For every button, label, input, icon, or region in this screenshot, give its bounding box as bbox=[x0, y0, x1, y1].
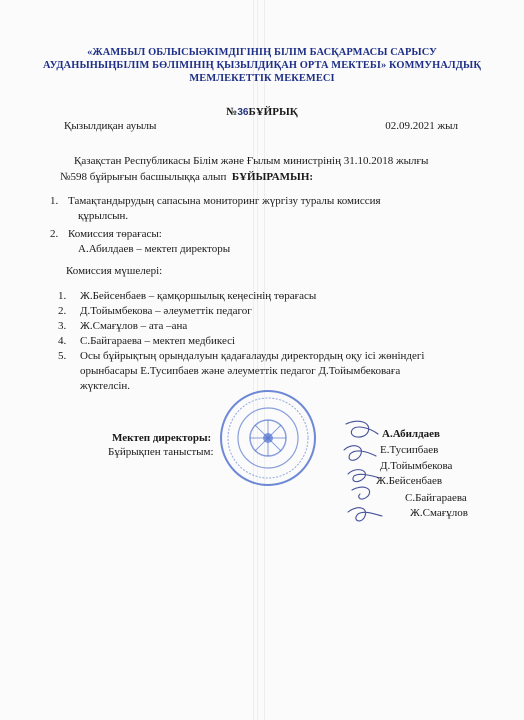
acquainted-label: Бұйрықпен таныстым: bbox=[108, 446, 214, 458]
item-text: Тамақтандырудың сапасына мониторинг жүргізу туралы комиссия bbox=[68, 195, 381, 207]
item-text: Д.Тойымбекова – әлеуметтік педагог bbox=[80, 305, 252, 317]
item-continuation: орынбасары Е.Тусипбаев және әлеуметтік педагог Д.Тойымбековаға bbox=[80, 365, 401, 377]
list-item bbox=[58, 304, 474, 319]
item-continuation: А.Абилдаев – мектеп директоры bbox=[78, 243, 231, 255]
item-number: 1. bbox=[58, 290, 67, 302]
item-text: Ж.Смағұлов – ата –ана bbox=[80, 320, 188, 332]
director-label: Мектеп директоры: bbox=[112, 432, 212, 444]
order-items bbox=[50, 194, 474, 257]
item-number: 4. bbox=[58, 335, 67, 347]
order-prefix: № bbox=[226, 106, 238, 118]
header-line-2: АУДАНЫНЫҢБІЛІМ БӨЛІМІНІҢ ҚЫЗЫЛДИҚАН ОРТА МЕКТЕБІ» КОММУНАЛДЫҚ bbox=[43, 60, 481, 71]
item-number: 1. bbox=[50, 195, 59, 207]
list-item bbox=[58, 349, 474, 364]
acquainted-name: С.Байгараева bbox=[405, 492, 467, 504]
acquainted-name: Е.Тусипбаев bbox=[380, 444, 439, 456]
director-name: А.Абилдаев bbox=[382, 428, 440, 440]
header-line-3: МЕМЛЕКЕТТІК МЕКЕМЕСІ bbox=[189, 73, 335, 84]
order-title bbox=[0, 106, 524, 118]
command-word: БҰЙЫРАМЫН: bbox=[231, 171, 314, 183]
list-item bbox=[58, 289, 474, 304]
header-line-1: «ЖАМБЫЛ ОБЛЫСЫӘКІМДІГІНІҢ БІЛІМ БАСҚАРМАСЫ САРЫСУ bbox=[87, 47, 437, 58]
intro-line-2: №598 бұйрығын басшылыққа алып bbox=[60, 171, 227, 183]
item-number: 5. bbox=[58, 350, 67, 362]
order-number: 36 bbox=[237, 107, 249, 118]
acquainted-name: Д.Тойымбекова bbox=[380, 460, 453, 472]
list-item bbox=[58, 319, 474, 334]
acquainted-name: Ж.Смағұлов bbox=[410, 507, 468, 519]
list-item bbox=[50, 194, 474, 209]
signature-icon bbox=[306, 416, 386, 528]
acquainted-name: Ж.Бейсенбаев bbox=[376, 475, 443, 487]
order-date: 02.09.2021 жыл bbox=[385, 120, 458, 132]
place-date-row bbox=[64, 120, 458, 132]
item-text: Ж.Бейсенбаев – қамқоршылық кеңесінің төрағасы bbox=[80, 290, 317, 302]
members-list bbox=[58, 289, 474, 394]
members-label: Комиссия мүшелері: bbox=[66, 265, 163, 277]
item-number: 2. bbox=[50, 228, 59, 240]
item-text: Комиссия төрағасы: bbox=[68, 228, 162, 240]
official-stamp-icon bbox=[218, 388, 318, 488]
intro-line-1: Қазақстан Республикасы Білім және Ғылым министрінің 31.10.2018 жылғы bbox=[74, 155, 429, 167]
list-item bbox=[58, 334, 474, 349]
order-word: БҰЙРЫҚ bbox=[248, 106, 298, 118]
intro-paragraph bbox=[60, 153, 474, 185]
item-continuation: жүктелсін. bbox=[80, 380, 131, 392]
item-text: Осы бұйрықтың орындалуын қадағалауды директордың оқу ісі жөніндегі bbox=[80, 350, 425, 362]
item-continuation: құрылсын. bbox=[78, 210, 129, 222]
list-item bbox=[50, 227, 474, 242]
item-text: С.Байгараева – мектеп медбикесі bbox=[80, 335, 236, 347]
item-number: 2. bbox=[58, 305, 67, 317]
place-name: Қызылдиқан ауылы bbox=[64, 120, 157, 132]
item-number: 3. bbox=[58, 320, 67, 332]
document-header bbox=[40, 46, 484, 85]
